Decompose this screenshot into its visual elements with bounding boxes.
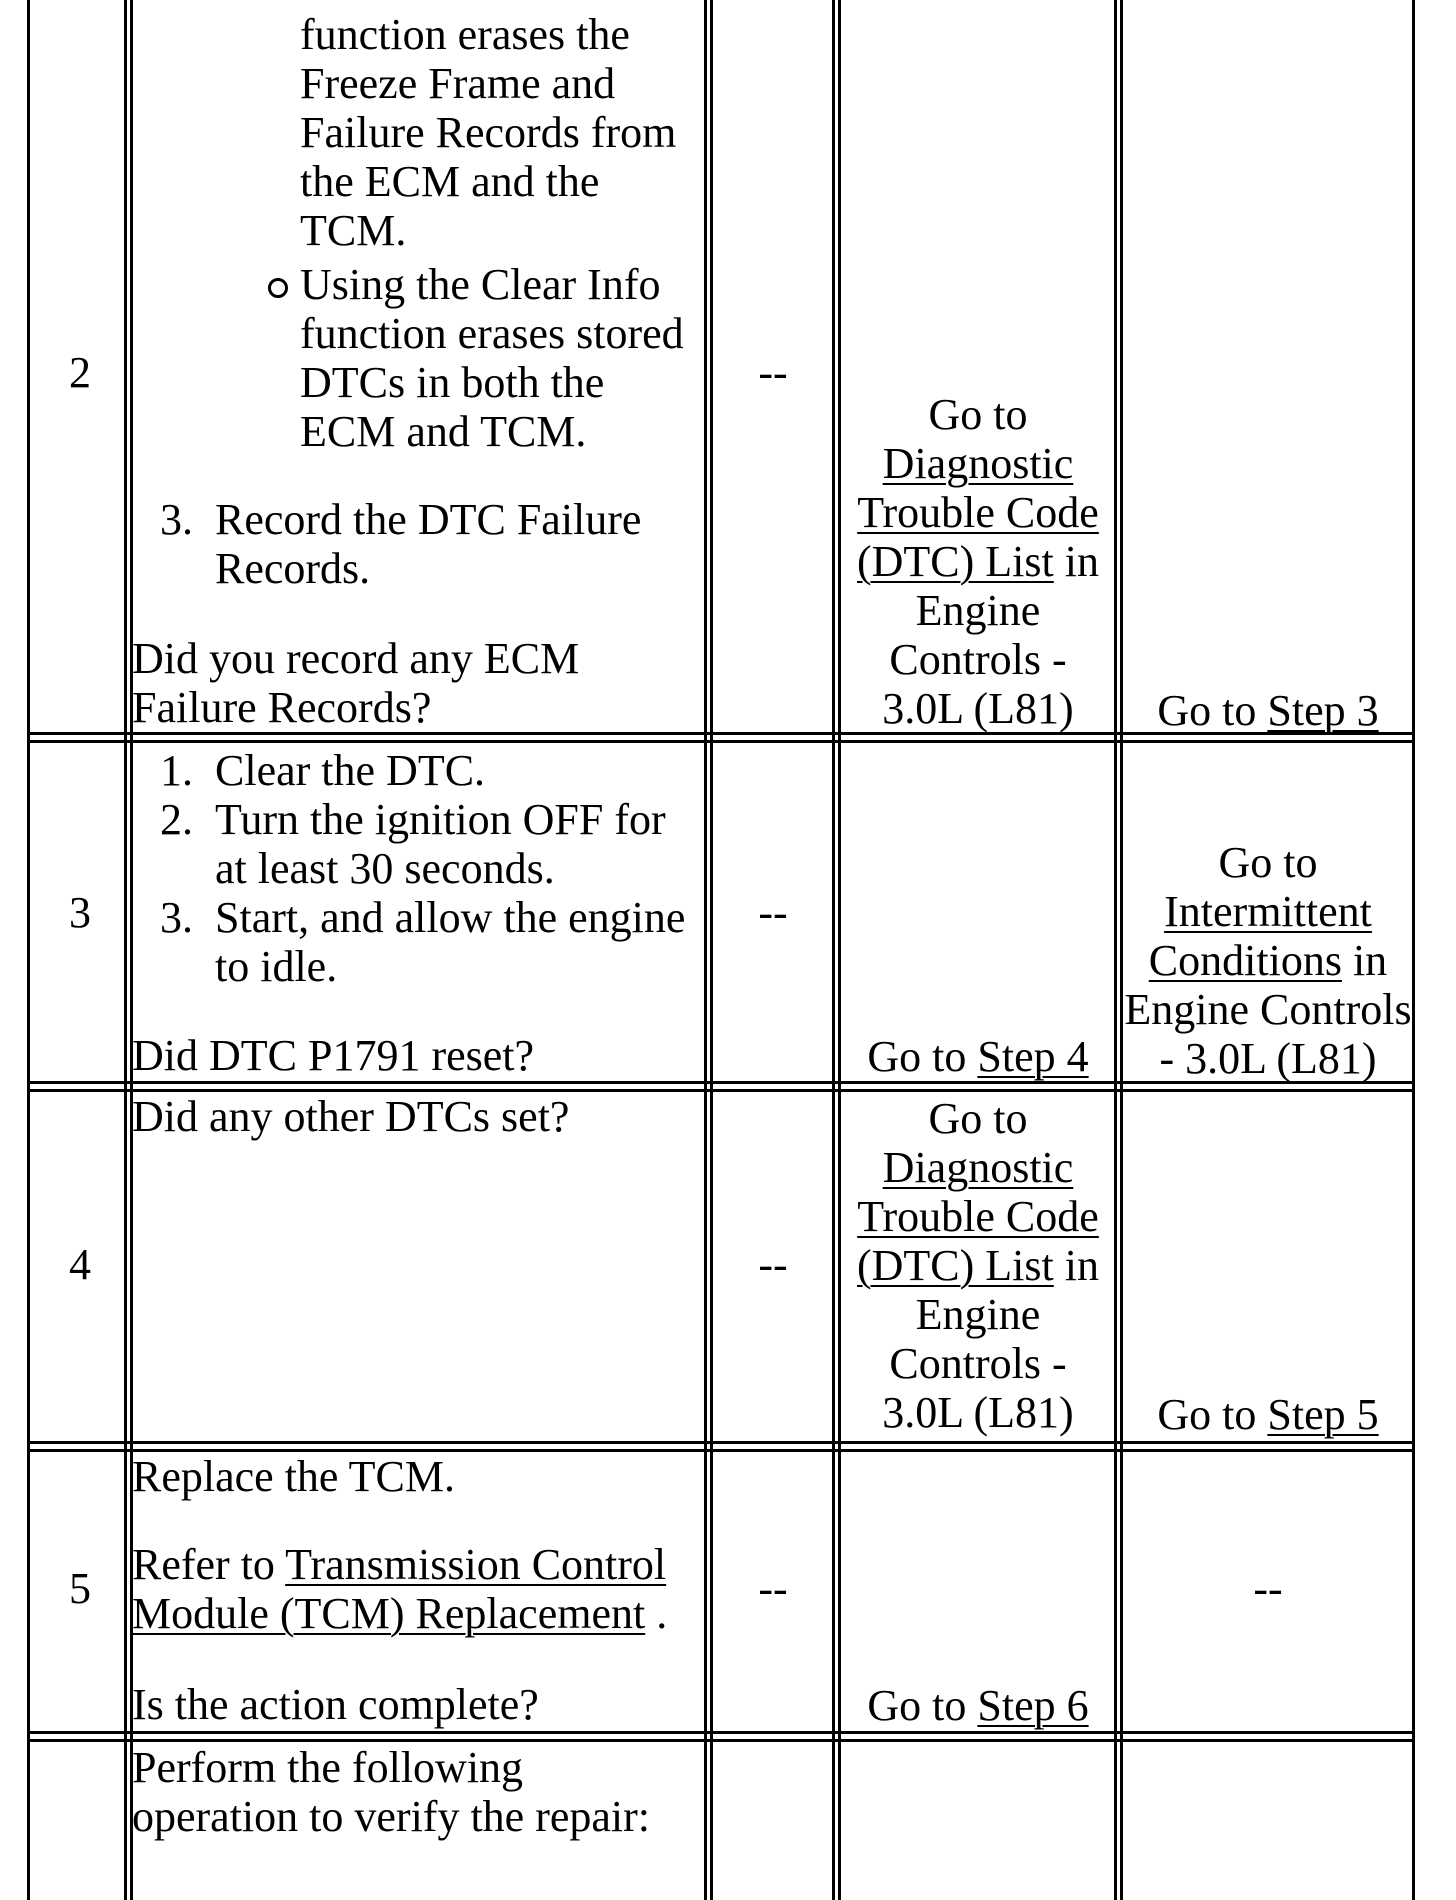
step-3-link[interactable]: Step 3 xyxy=(1267,686,1379,735)
no-action xyxy=(1122,1390,1414,1439)
list-item-text: Record the DTC Failure xyxy=(215,495,642,544)
value-cell: -- xyxy=(758,888,788,937)
refer-text: . xyxy=(645,1589,668,1638)
yes-action-line xyxy=(840,537,1116,586)
list-item-text: Start, and allow the engine xyxy=(215,893,686,942)
row-divider xyxy=(27,1441,1415,1444)
question-text: Did DTC P1791 reset? xyxy=(132,1031,535,1080)
circle-bullet-icon xyxy=(268,278,288,298)
yes-action-text: Engine xyxy=(915,586,1041,635)
sub-item-text: Freeze Frame and xyxy=(300,59,616,108)
diagnostic-trouble-code-link[interactable]: (DTC) List xyxy=(857,537,1054,586)
yes-action-text: 3.0L (L81) xyxy=(882,684,1074,733)
list-number: 1. xyxy=(160,746,193,795)
sub-item-text: the ECM and the xyxy=(300,157,600,206)
list-item-text: to idle. xyxy=(215,942,338,991)
no-action-text: - 3.0L (L81) xyxy=(1159,1034,1377,1083)
sub-item-text: Using the Clear Info xyxy=(300,260,661,309)
intermittent-conditions-link[interactable]: Intermittent xyxy=(1164,887,1372,936)
question-text: Did any other DTCs set? xyxy=(132,1092,570,1141)
step-number: 3 xyxy=(69,888,91,937)
list-item-text: Turn the ignition OFF for xyxy=(215,795,666,844)
no-action-text: Go to xyxy=(1157,686,1268,735)
yes-action xyxy=(840,1032,1116,1081)
refer-text: Refer to xyxy=(132,1540,286,1589)
yes-action-text: Controls - xyxy=(889,635,1067,684)
diagnostic-trouble-code-link[interactable]: Trouble Code xyxy=(857,1192,1099,1241)
no-action-text: Engine Controls xyxy=(1124,985,1412,1034)
column-divider xyxy=(832,0,835,1900)
list-item-text: Records. xyxy=(215,544,371,593)
step-number: 5 xyxy=(69,1564,91,1613)
step-5-link[interactable]: Step 5 xyxy=(1267,1390,1379,1439)
question-text: Did you record any ECM xyxy=(132,634,580,683)
yes-action-text: 3.0L (L81) xyxy=(882,1388,1074,1437)
column-divider xyxy=(1114,0,1117,1900)
action-text: Replace the TCM. xyxy=(132,1452,455,1501)
no-action-text: Go to xyxy=(1157,1390,1268,1439)
yes-action-line xyxy=(840,1241,1116,1290)
action-text: operation to verify the repair: xyxy=(132,1792,651,1841)
question-text: Is the action complete? xyxy=(132,1680,539,1729)
sub-item-text: TCM. xyxy=(300,206,407,255)
list-number: 2. xyxy=(160,795,193,844)
sub-item-text: function erases the xyxy=(300,10,630,59)
sub-item-text: function erases stored xyxy=(300,309,684,358)
yes-action-text: Go to xyxy=(928,1094,1028,1143)
diagnostic-trouble-code-link[interactable]: (DTC) List xyxy=(857,1241,1054,1290)
list-item-text: at least 30 seconds. xyxy=(215,844,555,893)
yes-action-text: Controls - xyxy=(889,1339,1067,1388)
row-divider xyxy=(27,1731,1415,1734)
row-divider xyxy=(27,1739,1415,1742)
in-text: in xyxy=(1064,537,1099,586)
no-action-text: -- xyxy=(1253,1564,1283,1613)
column-divider xyxy=(710,0,713,1900)
no-action-text: Go to xyxy=(1218,838,1318,887)
tcm-replacement-link[interactable]: Module (TCM) Replacement xyxy=(132,1589,646,1638)
column-divider xyxy=(124,0,127,1900)
value-cell: -- xyxy=(758,348,788,397)
in-text: in xyxy=(1352,936,1388,985)
yes-action xyxy=(840,1681,1116,1730)
value-cell: -- xyxy=(758,1240,788,1289)
diagnostic-trouble-code-link[interactable]: Diagnostic xyxy=(882,1143,1074,1192)
value-cell: -- xyxy=(758,1564,788,1613)
sub-item-text: DTCs in both the xyxy=(300,358,605,407)
in-text: in xyxy=(1064,1241,1099,1290)
step-4-link[interactable]: Step 4 xyxy=(977,1032,1089,1081)
yes-action-text: Go to xyxy=(867,1681,978,1730)
yes-action-text: Engine xyxy=(915,1290,1041,1339)
action-text: Perform the following xyxy=(132,1743,524,1792)
no-action xyxy=(1122,686,1414,735)
question-text: Failure Records? xyxy=(132,683,432,732)
step-number: 2 xyxy=(69,348,91,397)
step-6-link[interactable]: Step 6 xyxy=(977,1681,1089,1730)
step-number: 4 xyxy=(69,1240,91,1289)
row-divider xyxy=(27,740,1415,743)
yes-action-text: Go to xyxy=(928,390,1028,439)
list-item-text: Clear the DTC. xyxy=(215,746,486,795)
diagnostic-trouble-code-link[interactable]: Trouble Code xyxy=(857,488,1099,537)
list-number: 3. xyxy=(160,893,193,942)
diagnostic-trouble-code-link[interactable]: Diagnostic xyxy=(882,439,1074,488)
column-divider xyxy=(704,0,707,1900)
refer-line xyxy=(132,1589,667,1638)
list-number: 3. xyxy=(160,495,193,544)
table-border-left xyxy=(27,0,30,1900)
tcm-replacement-link[interactable]: Transmission Control xyxy=(285,1540,667,1589)
intermittent-conditions-link[interactable]: Conditions xyxy=(1148,936,1342,985)
column-divider xyxy=(838,0,841,1900)
no-action-line xyxy=(1122,936,1414,985)
sub-item-text: Failure Records from xyxy=(300,108,677,157)
refer-line xyxy=(132,1540,666,1589)
yes-action-text: Go to xyxy=(867,1032,978,1081)
sub-item-text: ECM and TCM. xyxy=(300,407,587,456)
